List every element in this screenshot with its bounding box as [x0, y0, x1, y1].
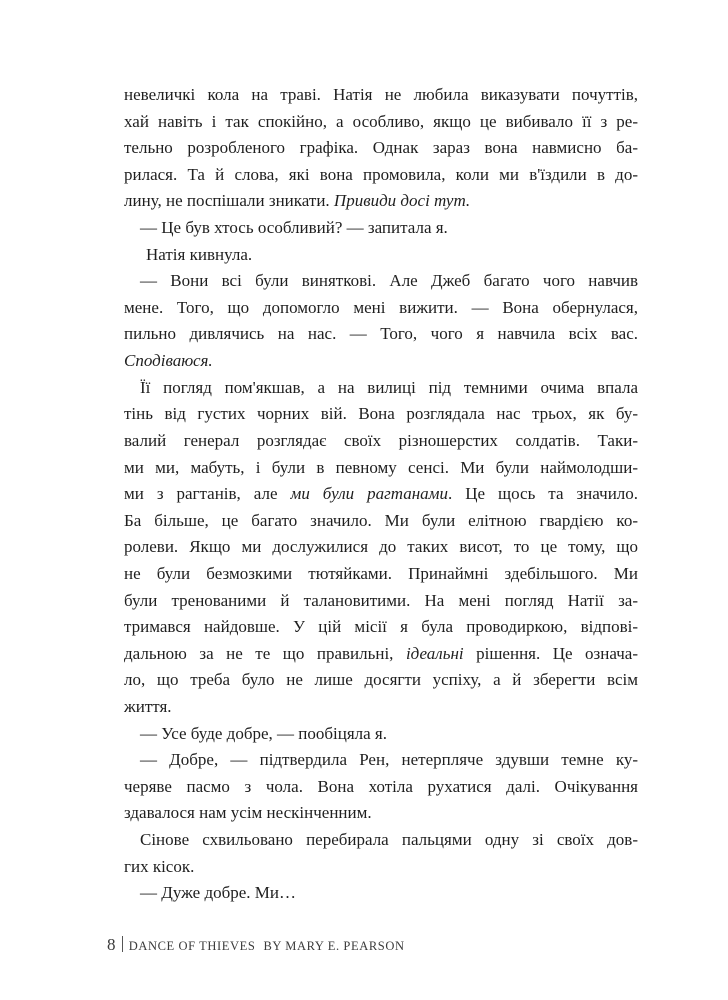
text-line: — Дуже добре. Ми… [140, 883, 296, 903]
text-line: ло, що треба було не лише досягти успіху, а й зберегти всім [124, 670, 638, 690]
text-line: були тренованими й талановитими. На мені погляд Натії за- [124, 590, 638, 610]
text-line: — Добре, — підтвердила Рен, нетерпляче здувши темне ку- [140, 750, 638, 770]
text-line: здавалося нам усім нескінченним. [124, 803, 372, 823]
text-line: рилася. Та й слова, які вона промовила, коли ми в'їздили в до- [124, 164, 638, 184]
page-footer [107, 935, 405, 955]
text-line: Її погляд пом'якшав, а на вилиці під темними очима впала [140, 377, 638, 397]
text-line: тримався найдовше. У цій місії я була проводиркою, відпові- [124, 617, 638, 637]
text-line: ролеви. Якщо ми дослужилися до таких висот, то це тому, що [124, 537, 638, 557]
text-line: хай навіть і так спокійно, а особливо, якщо це вибивало її з ре- [124, 111, 638, 131]
text-line: життя. [124, 697, 172, 717]
text-line: черяве пасмо з чола. Вона хотіла рухатися далі. Очікування [124, 776, 638, 796]
text-line: тінь від густих чорних вій. Вона розглядала нас трьох, як бу- [124, 404, 638, 424]
italic-text: ідеальні [405, 643, 464, 663]
italic-text: Привиди досі тут. [333, 191, 471, 211]
body-text [124, 82, 638, 907]
text-line: не були безмозкими тютяйками. Принаймні здебільшого. Ми [124, 563, 638, 583]
text-line: невеличкі кола на траві. Натія не любила виказувати почуттів, [124, 85, 638, 104]
text-line: пильно дивлячись на нас. — Того, чого я навчила всіх вас. [124, 324, 638, 344]
text-line: валий генерал розглядає своїх різношерстих солдатів. Таки- [124, 430, 638, 450]
text-line: Сінове схвильовано перебирала пальцями одну зі своїх дов- [140, 830, 638, 850]
page-number: 8 [107, 935, 116, 954]
text-line: гих кісок. [124, 856, 195, 876]
text-span: дальною за не те що правильні, [124, 643, 406, 663]
text-line: мене. Того, що допомогло мені вижити. — Вона обернулася, [124, 297, 638, 317]
text-span: рішення. Це означа- [463, 643, 638, 663]
book-author: BY MARY E. PEARSON [263, 939, 405, 953]
text-line: — Вони всі були виняткові. Але Джеб багато чого навчив [140, 271, 638, 291]
italic-text: Сподіваюся. [124, 351, 213, 371]
text-line [124, 348, 638, 375]
text-line [124, 188, 638, 215]
book-title: DANCE OF THIEVES [128, 939, 256, 953]
text-span: ми з рагтанів, але [124, 484, 291, 504]
text-line: тельно розробленого графіка. Однак зараз вона навмисно ба- [124, 138, 638, 158]
footer-divider [122, 936, 123, 952]
text-span: лину, не поспішали зникати. [124, 191, 334, 211]
text-line: — Це був хтось особливий? — запитала я. [140, 218, 448, 238]
italic-text: ми були рагтанами [290, 484, 449, 504]
text-line: Ба більше, це багато значило. Ми були елітною гвардією ко- [124, 510, 638, 530]
text-line: ми ми, мабуть, і були в певному сенсі. Ми були наймолодши- [124, 457, 638, 477]
text-span: . Це щось та значило. [448, 484, 639, 504]
text-line [124, 641, 638, 668]
text-line: — Усе буде добре, — пообіцяла я. [140, 723, 387, 743]
text-line [124, 481, 638, 508]
text-line: Натія кивнула. [146, 244, 253, 264]
